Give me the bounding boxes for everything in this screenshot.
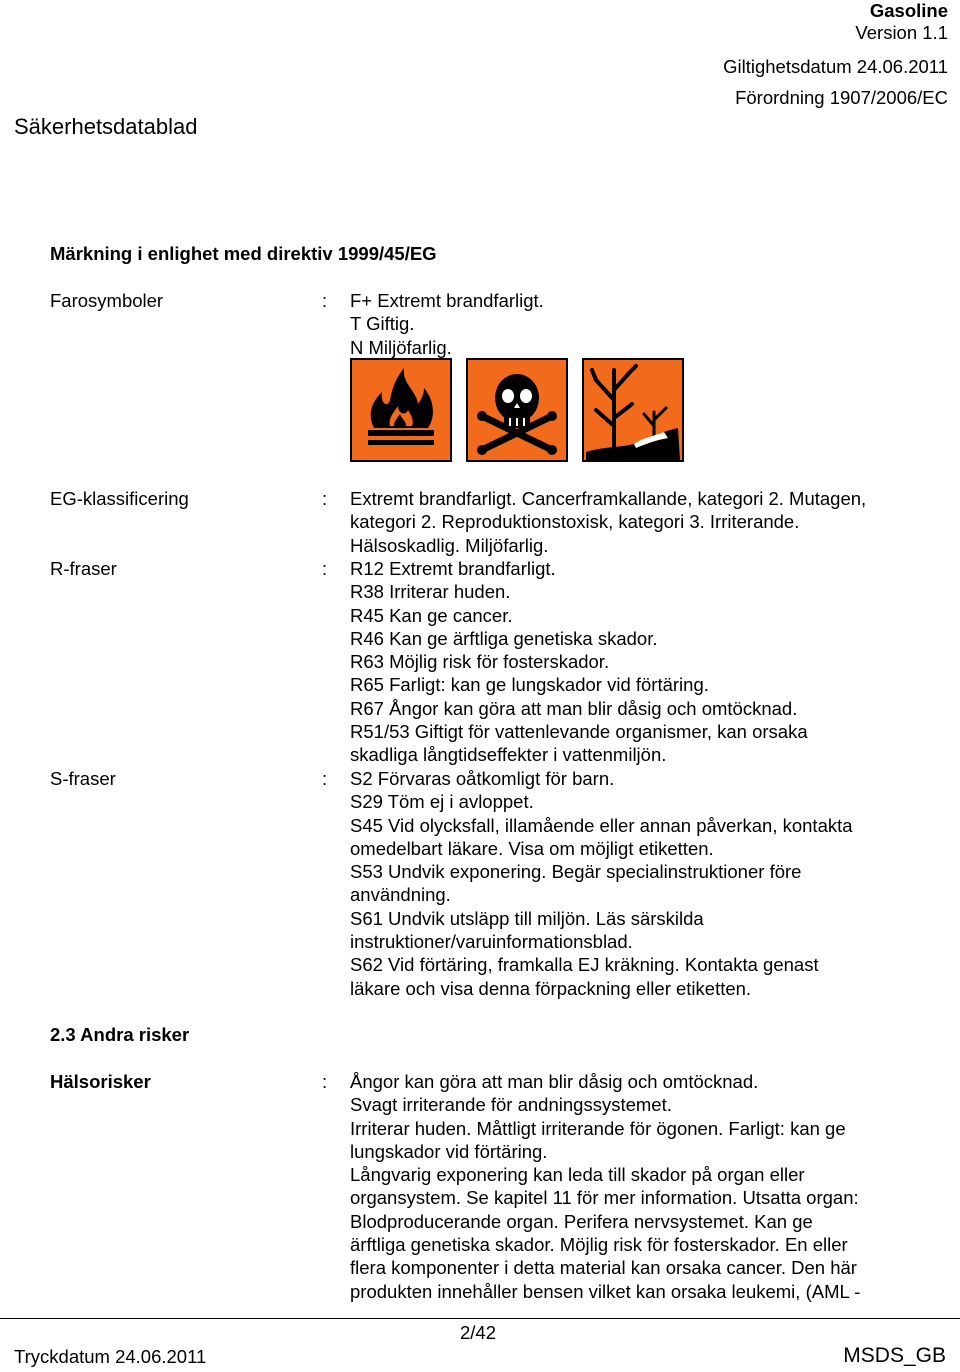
flame-icon: [350, 358, 452, 462]
health-line: produkten innehåller bensen vilket kan orsaka leukemi, (AML -: [350, 1280, 861, 1302]
r-phrase: R51/53 Giftigt för vattenlevande organismer, kan orsaka: [350, 721, 808, 743]
ec-classification-text: [350, 487, 940, 557]
environment-hazard-icon: [582, 358, 684, 462]
r-phrase: R65 Farligt: kan ge lungskador vid förtäring.: [350, 674, 709, 696]
r-phrase: R67 Ångor kan göra att man blir dåsig och omtöcknad.: [350, 697, 798, 719]
s-phrase: S62 Vid förtäring, framkalla EJ kräkning. Kontakta genast: [350, 954, 819, 976]
s-phrases-label: S-fraser: [50, 768, 116, 789]
r-phrase: R12 Extremt brandfarligt.: [350, 558, 556, 579]
r-phrase: R38 Irriterar huden.: [350, 581, 511, 603]
ec-class-line: Extremt brandfarligt. Cancerframkallande, kategori 2. Mutagen,: [350, 488, 867, 509]
document-code: MSDS_GB: [843, 1344, 946, 1367]
r-phrase: R46 Kan ge ärftliga genetiska skador.: [350, 627, 658, 649]
ec-classification-label: EG-klassificering: [50, 488, 189, 509]
footer-divider: [0, 1318, 960, 1319]
s-phrase: S2 Förvaras oåtkomligt för barn.: [350, 768, 615, 789]
s-phrases-list: [350, 767, 940, 1000]
health-line: Ångor kan göra att man blir dåsig och omtöcknad.: [350, 1071, 759, 1092]
health-hazards-text: [350, 1070, 940, 1303]
validity-date: Giltighetsdatum 24.06.2011: [723, 56, 948, 77]
health-line: lungskador vid förtäring.: [350, 1140, 548, 1162]
print-date: Tryckdatum 24.06.2011: [14, 1346, 207, 1367]
s-phrase: S53 Undvik exponering. Begär specialinstruktioner före: [350, 861, 802, 883]
s-phrase: användning.: [350, 884, 451, 906]
health-line: organsystem. Se kapitel 11 för mer information. Utsatta organ:: [350, 1187, 859, 1209]
hazard-symbols-label: Farosymboler: [50, 290, 164, 311]
s-phrase: instruktioner/varuinformationsblad.: [350, 931, 633, 953]
hazard-symbol: F+ Extremt brandfarligt.: [350, 290, 544, 311]
health-line: Svagt irriterande för andningssystemet.: [350, 1094, 672, 1116]
ec-class-line: kategori 2. Reproduktionstoxisk, kategori 3. Irriterande.: [350, 511, 800, 533]
hazard-symbol: N Miljöfarlig.: [350, 336, 452, 358]
hazard-symbols-list: [350, 289, 940, 359]
health-line: Blodproducerande organ. Perifera nervsystemet. Kan ge: [350, 1210, 813, 1232]
health-line: Långvarig exponering kan leda till skador på organ eller: [350, 1164, 805, 1186]
other-hazards-heading: 2.3 Andra risker: [50, 1024, 190, 1045]
s-phrase: S45 Vid olycksfall, illamående eller annan påverkan, kontakta: [350, 814, 853, 836]
version-label: Version 1.1: [855, 22, 948, 43]
s-phrase: S29 Töm ej i avloppet.: [350, 791, 534, 813]
health-line: flera komponenter i detta material kan orsaka cancer. Den här: [350, 1257, 857, 1279]
ec-class-line: Hälsoskadlig. Miljöfarlig.: [350, 534, 549, 556]
r-phrases-list: [350, 557, 940, 767]
health-hazards-label: Hälsorisker: [50, 1071, 151, 1092]
s-phrase: omedelbart läkare. Visa om möjligt etiketten.: [350, 837, 714, 859]
hazard-symbol: T Giftig.: [350, 313, 415, 335]
health-line: Irriterar huden. Måttligt irriterande för ögonen. Farligt: kan ge: [350, 1117, 846, 1139]
r-phrase: R45 Kan ge cancer.: [350, 604, 513, 626]
product-name: Gasoline: [869, 0, 948, 21]
page-number: 2/42: [460, 1322, 497, 1343]
s-phrase: S61 Undvik utsläpp till miljön. Läs särskilda: [350, 907, 704, 929]
s-phrase: läkare och visa denna förpackning eller etiketten.: [350, 977, 752, 999]
health-line: ärftliga genetiska skador. Möjlig risk för fosterskador. En eller: [350, 1234, 848, 1256]
skull-crossbones-icon: [466, 358, 568, 462]
r-phrases-label: R-fraser: [50, 558, 117, 579]
r-phrase: skadliga långtidseffekter i vattenmiljön.: [350, 744, 667, 766]
labelling-heading: Märkning i enlighet med direktiv 1999/45/EG: [50, 243, 437, 264]
document-title: Säkerhetsdatablad: [14, 114, 198, 139]
r-phrase: R63 Möjlig risk för fosterskador.: [350, 651, 610, 673]
regulation: Förordning 1907/2006/EC: [735, 87, 948, 108]
